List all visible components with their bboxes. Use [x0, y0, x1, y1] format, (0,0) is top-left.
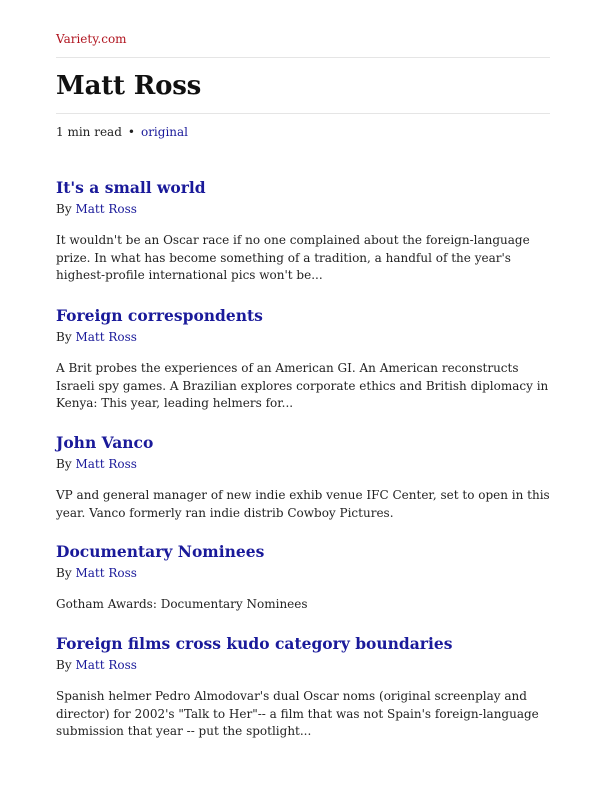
author-link[interactable]: Matt Ross [75, 202, 137, 216]
article-item [56, 432, 550, 522]
article-headline[interactable]: It's a small world [56, 178, 206, 197]
by-label: By [56, 658, 72, 672]
site-link[interactable]: Variety.com [56, 32, 127, 46]
article-headline[interactable]: Foreign films cross kudo category boundaries [56, 634, 453, 653]
by-label: By [56, 457, 72, 471]
page-title: Matt Ross [56, 71, 202, 101]
article-item [56, 541, 550, 614]
author-link[interactable]: Matt Ross [75, 566, 137, 580]
read-time: 1 min read [56, 125, 122, 139]
article-excerpt: VP and general manager of new indie exhib venue IFC Center, set to open in this year. Vanco formerly ran indie distrib Cowboy Pictures. [56, 488, 550, 520]
article-byline [56, 201, 550, 217]
divider [56, 57, 550, 58]
article-excerpt: A Brit probes the experiences of an American GI. An American reconstructs Israeli spy games. A Brazilian explores corporate ethics and British diplomacy in Kenya: This year, leading helmers for... [56, 361, 549, 410]
article-headline[interactable]: Foreign correspondents [56, 306, 263, 325]
author-link[interactable]: Matt Ross [75, 457, 137, 471]
divider [56, 113, 550, 114]
article-byline [56, 456, 550, 472]
original-link[interactable]: original [140, 125, 189, 139]
article-meta [56, 124, 188, 140]
author-link[interactable]: Matt Ross [75, 330, 137, 344]
article-excerpt: Gotham Awards: Documentary Nominees [56, 597, 308, 611]
article-item [56, 177, 550, 285]
article-headline[interactable]: Documentary Nominees [56, 542, 265, 561]
article-byline [56, 565, 550, 581]
by-label: By [56, 330, 72, 344]
meta-separator: • [127, 125, 135, 139]
article-byline [56, 329, 550, 345]
by-label: By [56, 202, 72, 216]
by-label: By [56, 566, 72, 580]
article-item [56, 633, 550, 741]
author-link[interactable]: Matt Ross [75, 658, 137, 672]
article-byline [56, 657, 550, 673]
article-item [56, 305, 550, 413]
article-headline[interactable]: John Vanco [56, 433, 154, 452]
article-excerpt: It wouldn't be an Oscar race if no one complained about the foreign-language prize. In what has become something of a tradition, a handful of the year's highest-profile international pics won't be... [56, 233, 530, 282]
article-excerpt: Spanish helmer Pedro Almodovar's dual Oscar noms (original screenplay and director) for 2002's "Talk to Her"-- a film that was not Spain's foreign-language submission that year -- put the spotlight... [56, 689, 539, 738]
